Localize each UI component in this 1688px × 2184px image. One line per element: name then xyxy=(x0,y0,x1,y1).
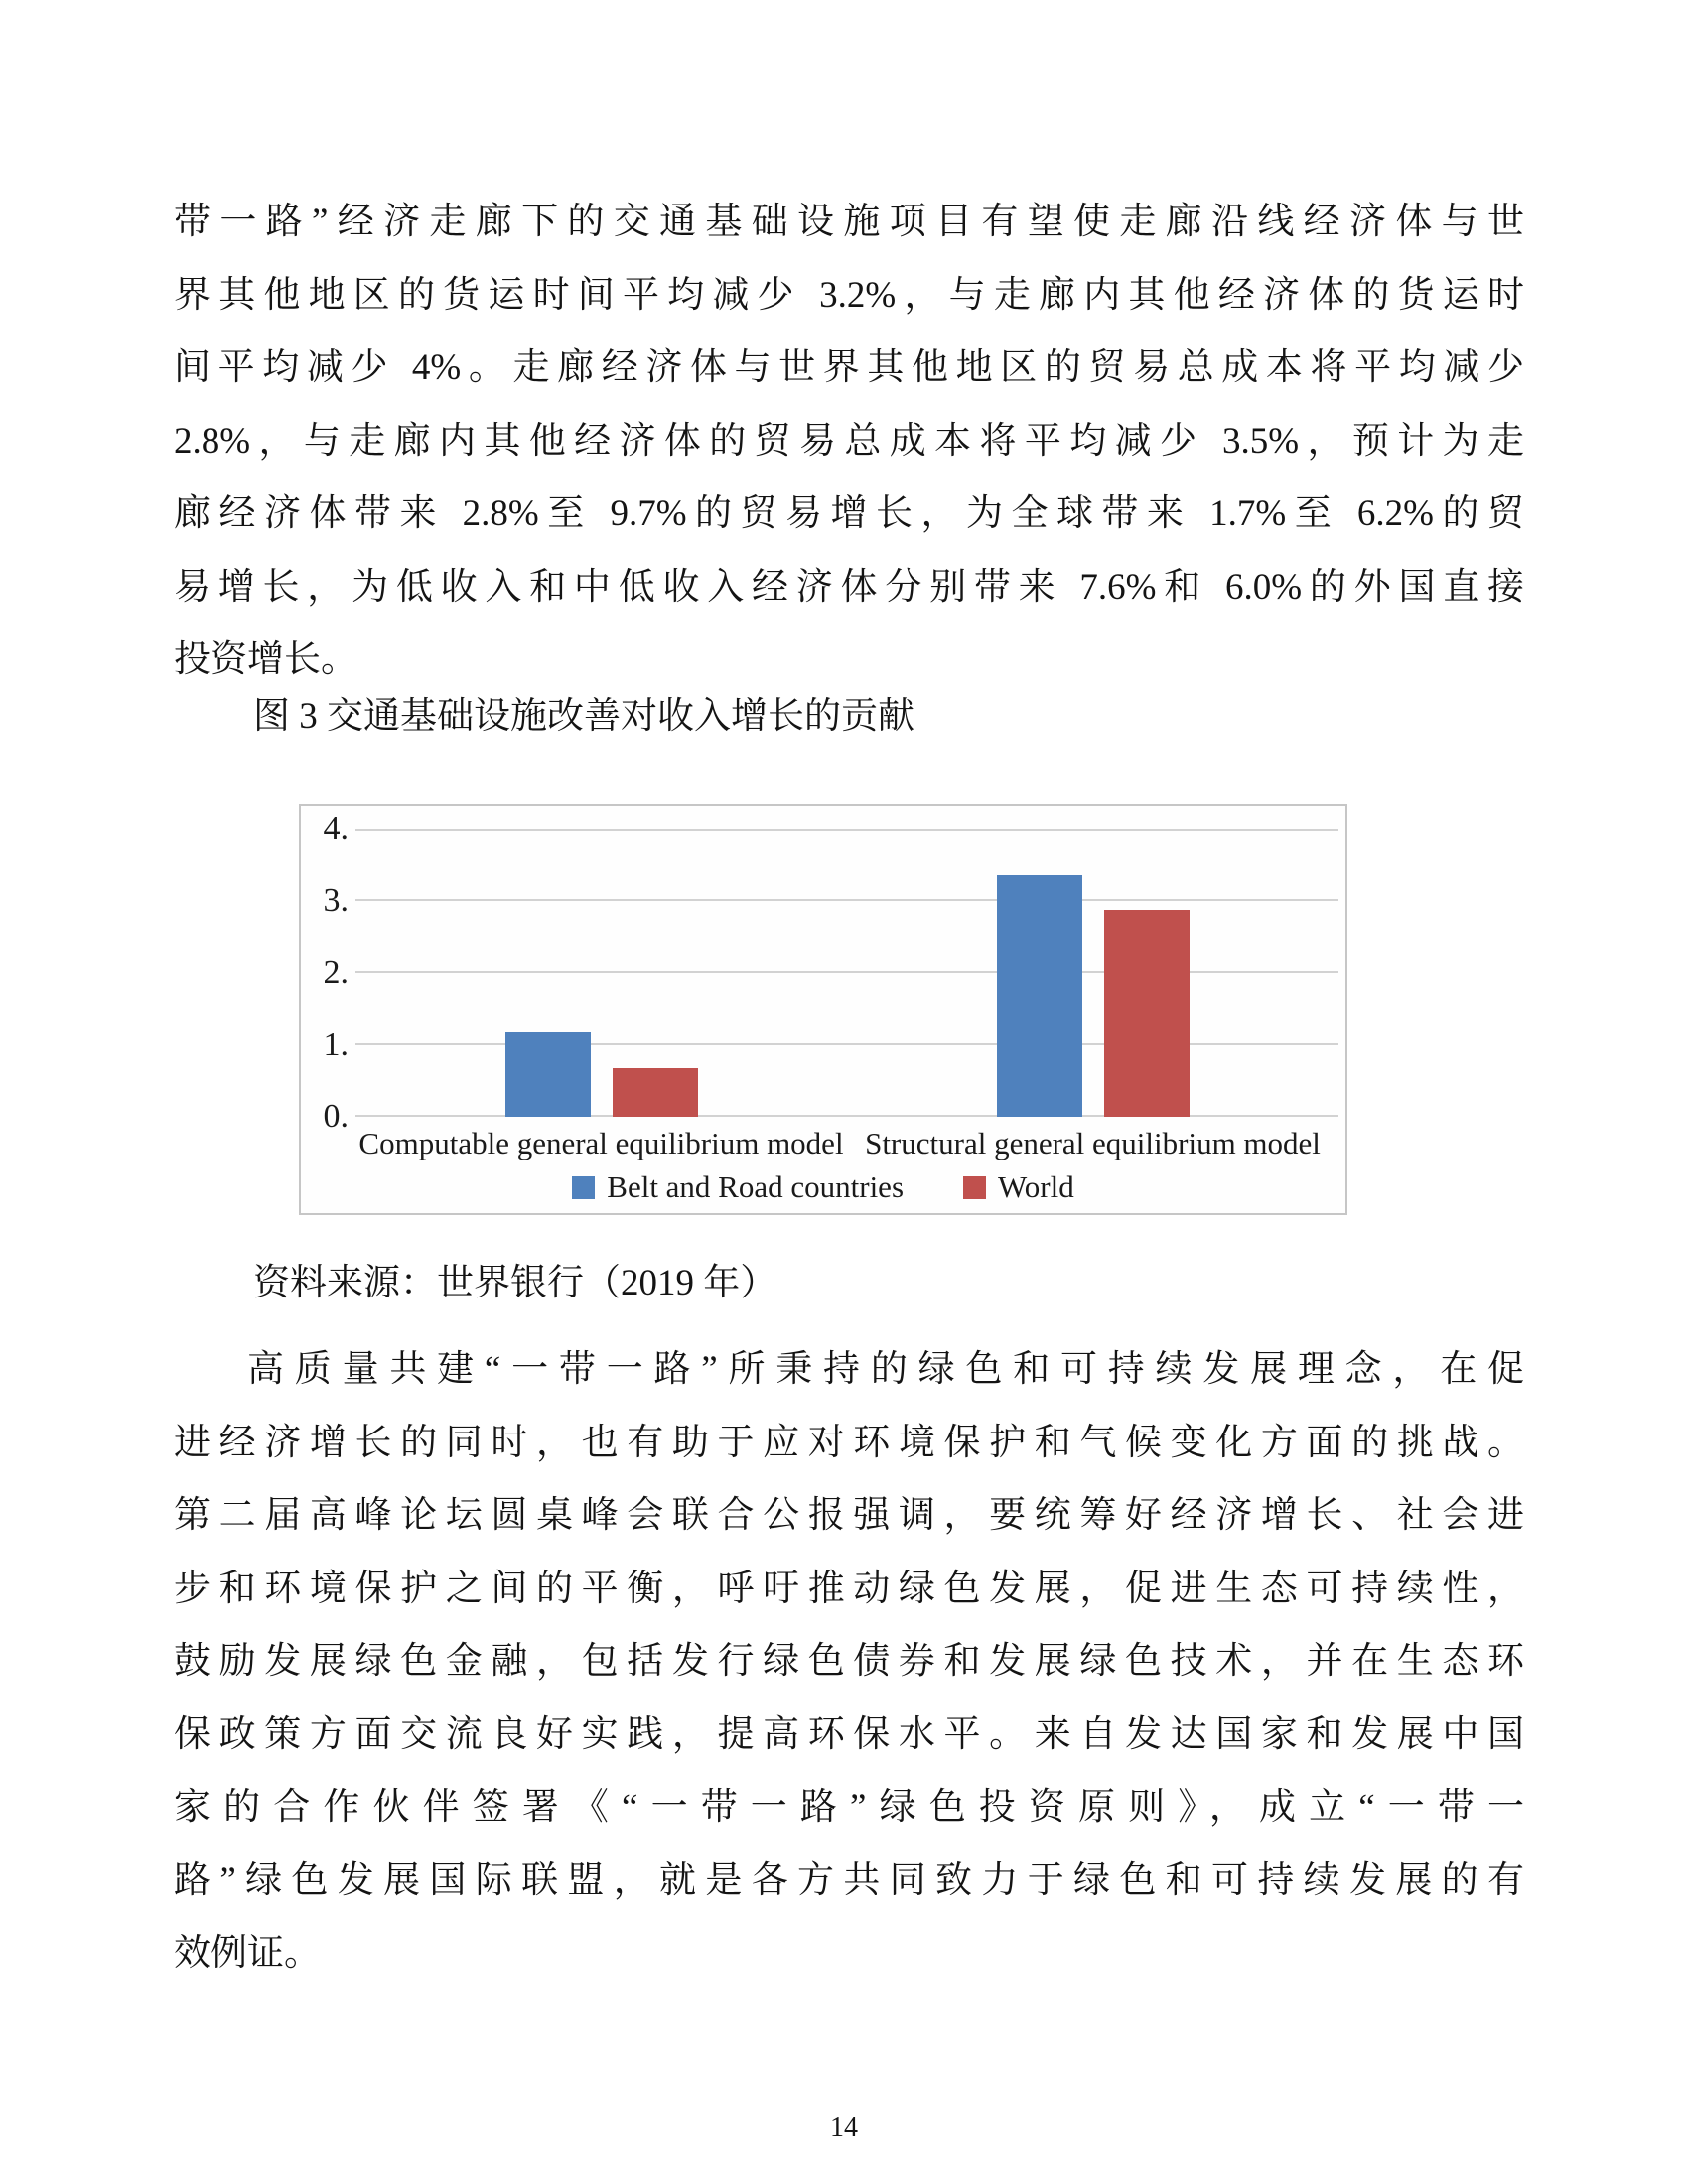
chart-category-labels xyxy=(355,1126,1338,1161)
figure3-bar-chart xyxy=(299,804,1347,1215)
bar-world xyxy=(613,1068,698,1117)
paragraph-line: 第二届高峰论坛圆桌峰会联合公报强调，要统筹好经济增长、社会进 xyxy=(174,1495,1524,1536)
legend-item xyxy=(572,1169,904,1205)
paragraph-line: 界其他地区的货运时间平均减少 3.2%，与走廊内其他经济体的货运时 xyxy=(174,274,1524,316)
legend-label: Belt and Road countries xyxy=(607,1169,905,1204)
legend-swatch-icon xyxy=(963,1176,986,1199)
paragraph-line: 进经济增长的同时，也有助于应对环境保护和气候变化方面的挑战。 xyxy=(174,1422,1524,1463)
paragraph-line: 效例证。 xyxy=(174,1933,321,1974)
paragraph-line: 高质量共建“一带一路”所秉持的绿色和可持续发展理念，在促 xyxy=(247,1349,1524,1390)
bar-group xyxy=(355,829,847,1117)
y-axis-tick-label: 4. xyxy=(323,810,349,847)
chart-legend xyxy=(301,1169,1345,1205)
x-axis-category-label: Structural general equilibrium model xyxy=(865,1126,1321,1160)
paragraph-1 xyxy=(174,186,1524,697)
bar-belt-and-road-countries xyxy=(505,1032,591,1117)
page-number: 14 xyxy=(830,2113,858,2143)
paragraph-line: 家的合作伙伴签署《“一带一路”绿色投资原则》，成立“一带一 xyxy=(174,1787,1524,1828)
legend-label: World xyxy=(998,1169,1074,1204)
paragraph-line: 2.8%，与走廊内其他经济体的贸易总成本将平均减少 3.5%，预计为走 xyxy=(174,420,1524,462)
bar-world xyxy=(1104,910,1190,1117)
y-axis-tick-label: 1. xyxy=(323,1025,349,1063)
figure3-source: 资料来源：世界银行（2019 年） xyxy=(253,1263,777,1303)
paragraph-line: 鼓励发展绿色金融，包括发行绿色债券和发展绿色技术，并在生态环 xyxy=(174,1641,1524,1682)
paragraph-line: 投资增长。 xyxy=(174,639,357,680)
bar-group xyxy=(847,829,1338,1117)
bar-belt-and-road-countries xyxy=(997,875,1082,1118)
y-axis-tick-label: 2. xyxy=(323,954,349,991)
legend-swatch-icon xyxy=(572,1176,595,1199)
paragraph-line: 步和环境保护之间的平衡，呼吁推动绿色发展，促进生态可持续性， xyxy=(174,1568,1524,1609)
figure3-caption: 图 3 交通基础设施改善对收入增长的贡献 xyxy=(253,696,914,737)
paragraph-line: 廊经济体带来 2.8%至 9.7%的贸易增长，为全球带来 1.7%至 6.2%的贸 xyxy=(174,493,1524,534)
paragraph-line: 易增长，为低收入和中低收入经济体分别带来 7.6%和 6.0%的外国直接 xyxy=(174,566,1524,608)
paragraph-2 xyxy=(174,1333,1524,1990)
y-axis-tick-label: 0. xyxy=(323,1098,349,1135)
paragraph-line: 路”绿色发展国际联盟，就是各方共同致力于绿色和可持续发展的有 xyxy=(174,1859,1524,1901)
x-axis-category-label: Computable general equilibrium model xyxy=(358,1126,844,1160)
paragraph-line: 保政策方面交流良好实践，提高环保水平。来自发达国家和发展中国 xyxy=(174,1713,1524,1755)
paragraph-line: 间平均减少 4%。走廊经济体与世界其他地区的贸易总成本将平均减少 xyxy=(174,347,1524,388)
y-axis-tick-label: 3. xyxy=(323,882,349,919)
paragraph-line: 带一路”经济走廊下的交通基础设施项目有望使走廊沿线经济体与世 xyxy=(174,202,1524,242)
legend-item xyxy=(963,1169,1074,1205)
chart-bars xyxy=(355,829,1338,1117)
